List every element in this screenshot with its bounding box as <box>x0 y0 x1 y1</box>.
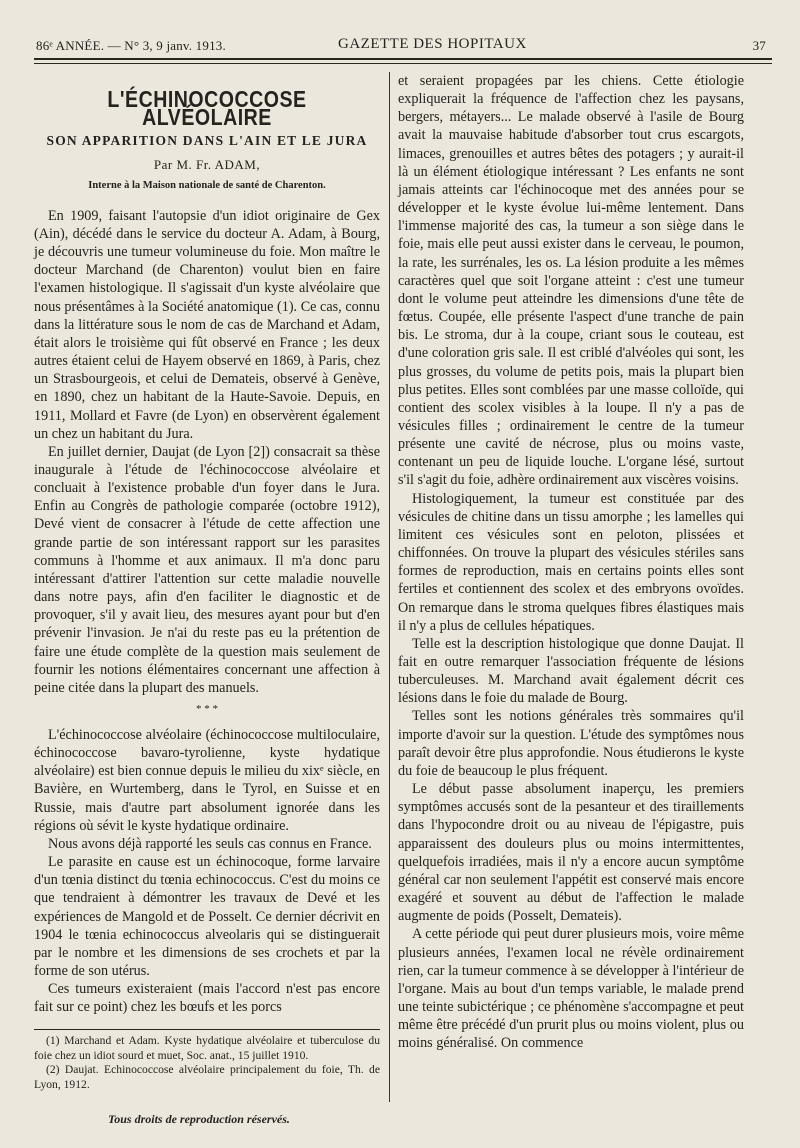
paragraph: Le début passe absolument inaperçu, les premiers symptômes accusés sont de la pesanteur et des tiraillements dans l'hypocondre droit ou au niveau de l'épigastre, puis apparaissent des douleurs plus ou moins intermittentes, quelquefois irradiées, mais il n'y a encore aucun symptôme général car non seulement l'appétit est conservé mais encore exagéré et souvent au début de l'affection le malade augmente de poids (Posselt, Demateis). <box>398 781 744 925</box>
paragraph: Nous avons déjà rapporté les seuls cas connus en France. <box>48 835 372 852</box>
paragraph: A cette période qui peut durer plusieurs mois, voire même plusieurs années, l'examen local ne révèle ordinairement rien, car la tumeur commence à se développer à l'intérieur de l'organe. Mais au bout d'un temps variable, le malade prend une teinte subictérique ; ce phénomène s'accompagne et peut même être précédé d'un prurit plus ou moins violent, plus ou moins généralisé. On commence <box>398 926 744 1052</box>
page-number: 37 <box>752 38 766 53</box>
rights-notice: Tous droits de reproduction réservés. <box>108 1112 290 1126</box>
paragraph: En 1909, faisant l'autopsie d'un idiot originaire de Gex (Ain), décédé dans le service du docteur A. Adam, à Bourg, je découvris une tumeur volumineuse du foie. Mon maître le docteur Marchand (de Charenton) voulut bien en faire l'examen histologique. Il s'agissait d'un kyste alvéolaire que nous présentâmes à la Société anatomique (1). Ce cas, connu dans la littérature sous le nom de cas de Marchand et Adam, était alors le troisième qui fût observé en France ; les deux autres étaient celui de Hayem observé en 1869, à Paris, chez un Strasbourgeois, et celui de Demateis, observé à Genève, en 1890, chez un habitant de la Haute-Savoie. Depuis, en 1911, Mollard et Favre (de Lyon) en observèrent également un chez un habitant du Jura. <box>34 207 380 442</box>
paragraph: Telle est la description histologique que donne Daujat. Il fait en outre remarquer l'association fréquente de lésions tuberculeuses. M. Marchand avait également décrit ces lésions dans le foie du malade de Bourg. <box>398 635 744 707</box>
journal-name: GAZETTE DES HOPITAUX <box>338 36 527 52</box>
left-column <box>34 76 380 1017</box>
paragraph: Telles sont les notions générales très sommaires qu'il importe d'avoir sur la question. L'étude des symptômes nous paraît devoir être plus approfondie. Nous étudierons le kyste du foie de beaucoup le plus fréquent. <box>398 708 744 779</box>
footnotes <box>34 1034 380 1092</box>
header-rule-thick <box>34 58 772 60</box>
paragraph: et seraient propagées par les chiens. Cette étiologie expliquerait la fréquence de l'affection chez les paysans, bergers, métayers... Le malade observé à l'asile de Bourg avait la mauvaise habitude d'absorber tout crus escargots, limaces, grenouilles et autres bêtes des potagers ; y aurait-il là un élément étiologique intéressant ? Les enfants ne sont jamais atteints car l'échinocoque met des années pour se développer et le kyste évolue lui-même lentement. Dans l'immense majorité des cas, la tumeur a son siège dans le foie, mais elle peut aussi exister dans le cerveau, le poumon, la rate, les surrénales, les os. La lésion produite a les mêmes caractères quel que soit l'organe atteint : c'est une tumeur dont le volume peut atteindre les dimensions d'une tête de fœtus. Coupée, elle présente l'aspect d'une tranche de pain bis. Le stroma, dur à la coupe, criant sous le couteau, est d'une coloration gris sale. Il est criblé d'alvéoles qui sont, les plus grosses, du volume de petits pois, mais la plupart bien plus petites. Elles sont comblées par une masse colloïde, qui contient des scolex visibles à la loupe. Il n'y a pas de vésicules filles ; ordinairement le centre de la tumeur présente une cavité de nécrose, plus ou moins vaste, contenant un peu de liquide louche. L'organe lésé, surtout s'il s'agit du foie, adhère ordinairement aux viscères voisins. <box>398 73 744 489</box>
issue-info: 86ᵉ ANNÉE. — N° 3, 9 janv. 1913. <box>36 38 226 53</box>
header-rule-thin <box>34 63 772 64</box>
footnote-rule <box>34 1029 380 1030</box>
footnote: (2) Daujat. Echinococcose alvéolaire principalement du foie, Th. de Lyon, 1912. <box>34 1063 380 1091</box>
section-separator: * * * <box>196 703 218 715</box>
paragraph: Le parasite en cause est un échinocoque, forme larvaire d'un tœnia distinct du tœnia echinococcus. C'est du moins ce que tendraient à démontrer les travaux de Devé et les expériences de Mangold et de Posselt. Ce dernier décrivit en 1904 le tœnia echinococcus alveolaris qui se distinguerait par le nombre et les dimensions de ses crochets et par la forme de son utérus. <box>34 854 380 980</box>
article-subtitle: SON APPARITION DANS L'AIN ET LE JURA <box>46 133 368 149</box>
article-byline: Par M. Fr. ADAM, <box>153 157 261 173</box>
right-column <box>398 72 744 1052</box>
page-header <box>28 36 772 58</box>
paragraph: En juillet dernier, Daujat (de Lyon [2]) consacrait sa thèse inaugurale à l'étude de l'échinococcose alvéolaire et concluait à l'existence probable d'un foyer dans le Jura. Enfin au Congrès de pathologie comparée (octobre 1912), Devé vient de consacrer à l'étude de cette affection une grande partie de son intéressant rapport sur les parasites communs à l'homme et aux animaux. Il m'a donc paru intéressant d'attirer l'attention sur cette maladie nouvelle dans notre pays, afin d'en faciliter le diagnostic et de provoquer, s'il y avait lieu, des mesures ayant pour but d'en prévenir l'invasion. Je n'ai du reste pas eu la prétention de faire une étude complète de la question mais seulement de fournir les notions élémentaires concernant une affection à peine citée dans la plupart des manuels. <box>34 443 380 696</box>
paragraph: L'échinococcose alvéolaire (échinococcose multiloculaire, échinococcose bavaro-tyrolienne, kyste hydatique alvéolaire) est bien connue depuis le milieu du xixᵉ siècle, en Bavière, en Wurtemberg, dans le Tyrol, en Suisse et en Russie, mais d'autre part absolument ignorée dans les régions où sévit le kyste hydatique ordinaire. <box>34 727 380 834</box>
author-affiliation: Interne à la Maison nationale de santé de Charenton. <box>88 179 326 191</box>
article-title: L'ÉCHINOCOCCOSE ALVÉOLAIRE <box>107 86 307 131</box>
column-divider <box>389 72 390 1102</box>
paragraph: Histologiquement, la tumeur est constituée par des vésicules de chitine dans un tissu amorphe ; les lamelles qui limitent ces vésicules sont en peloton, plissées et chiffonnées. On trouve la plupart des vésicules stériles sans formes de reproduction, mais en certains points elles sont fertiles et contiennent des scolex et des embryons ovoïdes. On remarque dans le stroma quelques fibres élastiques mais il n'y a plus de cellules hépatiques. <box>398 490 744 634</box>
paragraph: Ces tumeurs existeraient (mais l'accord n'est pas encore fait sur ce point) chez les bœufs et les porcs <box>34 981 380 1016</box>
footnote: (1) Marchand et Adam. Kyste hydatique alvéolaire et tuberculose du foie chez un idiot sourd et muet, Soc. anat., 15 juillet 1910. <box>34 1034 380 1062</box>
